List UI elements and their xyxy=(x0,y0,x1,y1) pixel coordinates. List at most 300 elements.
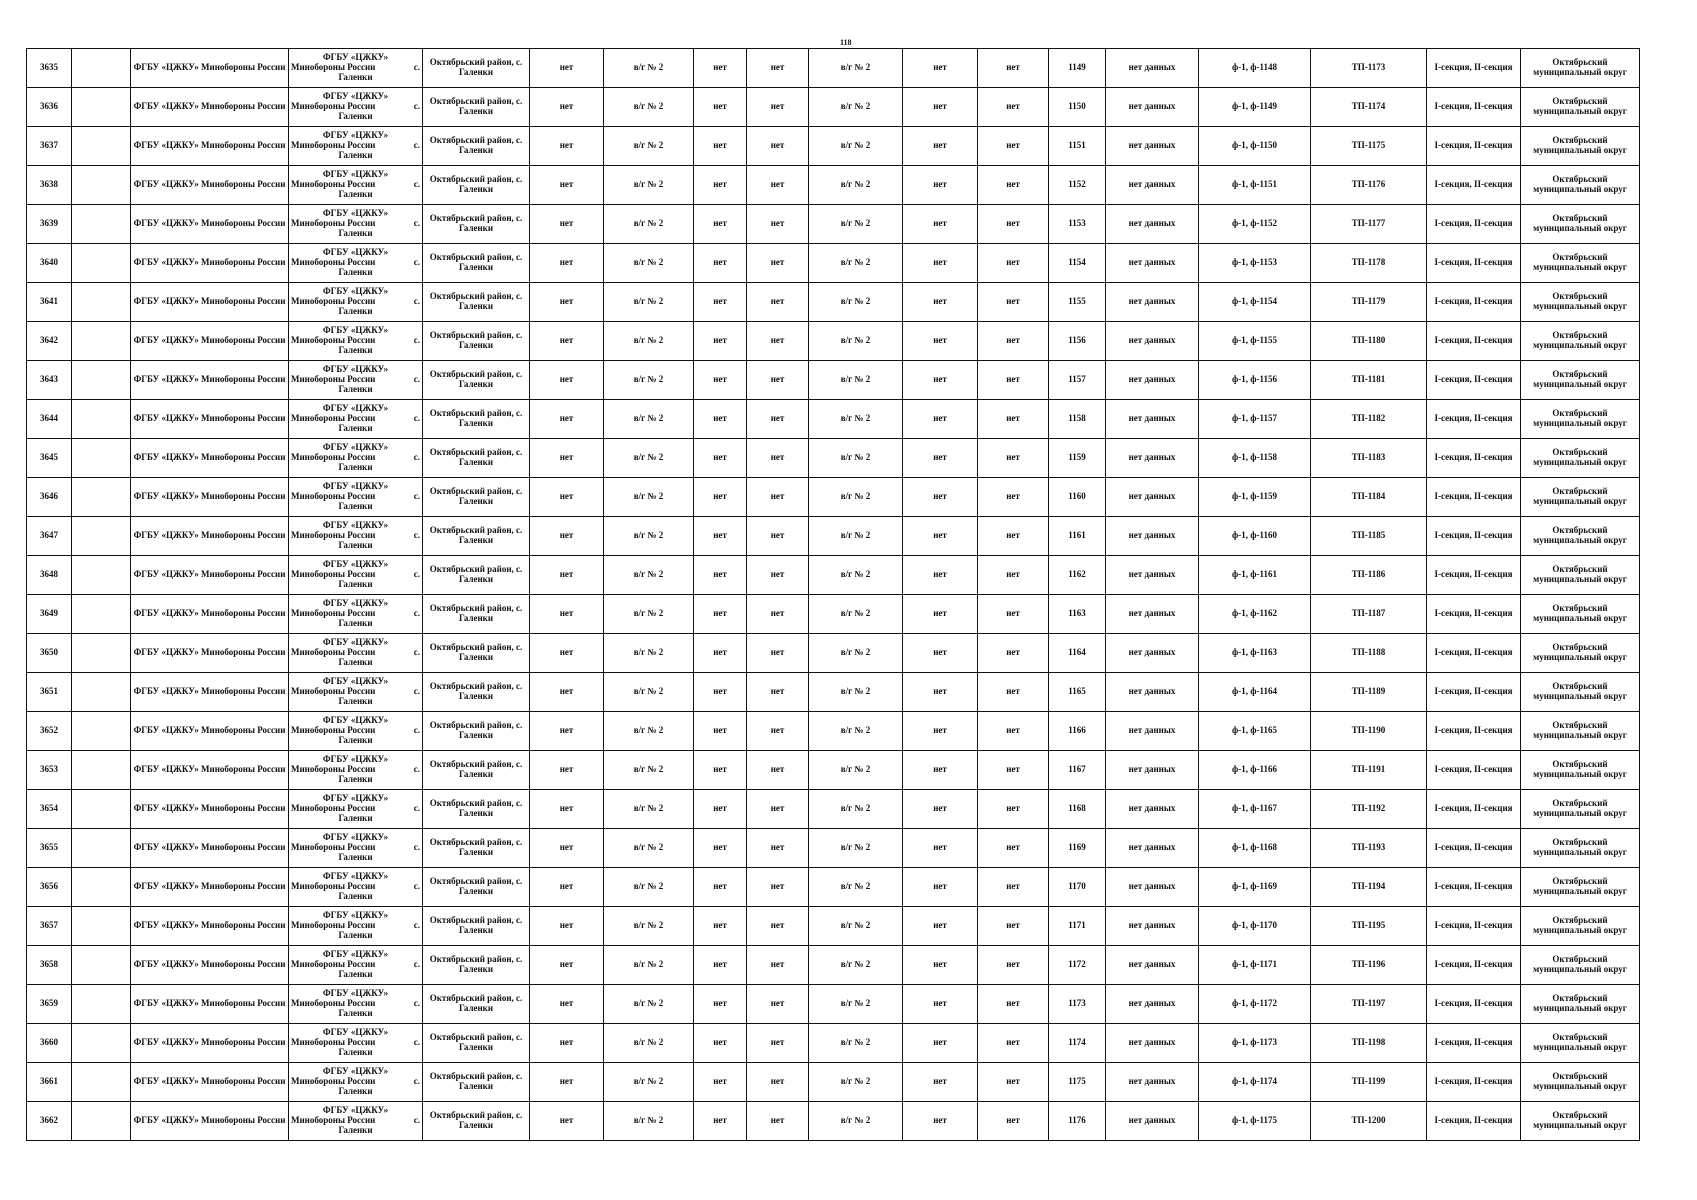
owner-cell xyxy=(289,478,423,517)
location-cell: Октябрьский район, с. Галенки xyxy=(423,595,530,634)
owner-ministry-line: Минобороны России xyxy=(291,1076,376,1087)
substation-cell: ТП-1174 xyxy=(1311,88,1427,127)
row-number-cell: 3660 xyxy=(27,1024,72,1063)
substation-cell: ТП-1181 xyxy=(1311,361,1427,400)
registry-code-cell xyxy=(72,205,131,244)
owner-ministry-line: Минобороны России xyxy=(291,686,376,697)
object-number-cell: 1154 xyxy=(1049,244,1106,283)
data-status-cell: нет данных xyxy=(1106,985,1199,1024)
sections-cell: I-секция, II-секция xyxy=(1427,751,1521,790)
status-cell-3: нет xyxy=(747,556,809,595)
municipal-district-cell: Октябрьский муниципальный округ xyxy=(1521,517,1640,556)
data-status-cell: нет данных xyxy=(1106,868,1199,907)
owner-village-line: Галенки xyxy=(338,305,373,316)
object-number-cell: 1175 xyxy=(1049,1063,1106,1102)
organization-cell: ФГБУ «ЦЖКУ» Минобороны России xyxy=(131,205,289,244)
feeder-cell: ф-1, ф-1164 xyxy=(1199,673,1311,712)
table-row xyxy=(27,166,1640,205)
owner-village-prefix: с. xyxy=(413,1037,420,1048)
object-number-cell: 1174 xyxy=(1049,1024,1106,1063)
status-cell-5: нет xyxy=(978,88,1049,127)
owner-village-prefix: с. xyxy=(413,530,420,541)
status-cell-3: нет xyxy=(747,127,809,166)
row-number-cell: 3636 xyxy=(27,88,72,127)
status-cell-4: нет xyxy=(903,985,978,1024)
status-cell-3: нет xyxy=(747,673,809,712)
registry-code-cell xyxy=(72,88,131,127)
status-cell-4: нет xyxy=(903,712,978,751)
owner-ministry-line: Минобороны России xyxy=(291,725,376,736)
owner-cell xyxy=(289,517,423,556)
table-row xyxy=(27,868,1640,907)
row-number-cell: 3651 xyxy=(27,673,72,712)
status-cell-2: нет xyxy=(694,946,747,985)
registry-code-cell xyxy=(72,361,131,400)
status-cell-5: нет xyxy=(978,673,1049,712)
owner-name-line: ФГБУ «ЦЖКУ» xyxy=(322,91,389,102)
status-cell-3: нет xyxy=(747,1024,809,1063)
status-cell-3: нет xyxy=(747,49,809,88)
municipal-district-cell: Октябрьский муниципальный округ xyxy=(1521,127,1640,166)
location-cell: Октябрьский район, с. Галенки xyxy=(423,556,530,595)
status-cell-2: нет xyxy=(694,478,747,517)
table-row xyxy=(27,556,1640,595)
owner-name-line: ФГБУ «ЦЖКУ» xyxy=(322,169,389,180)
data-status-cell: нет данных xyxy=(1106,439,1199,478)
owner-name-line: ФГБУ «ЦЖКУ» xyxy=(322,325,389,336)
sections-cell: I-секция, II-секция xyxy=(1427,283,1521,322)
status-cell-4: нет xyxy=(903,1063,978,1102)
military-town-cell-2: в/г № 2 xyxy=(809,205,903,244)
military-town-cell-1: в/г № 2 xyxy=(604,49,694,88)
registry-code-cell xyxy=(72,439,131,478)
data-status-cell: нет данных xyxy=(1106,946,1199,985)
table-row xyxy=(27,361,1640,400)
military-town-cell-1: в/г № 2 xyxy=(604,829,694,868)
table-row xyxy=(27,712,1640,751)
organization-cell: ФГБУ «ЦЖКУ» Минобороны России xyxy=(131,127,289,166)
sections-cell: I-секция, II-секция xyxy=(1427,517,1521,556)
sections-cell: I-секция, II-секция xyxy=(1427,634,1521,673)
owner-village-prefix: с. xyxy=(413,101,420,112)
status-cell-5: нет xyxy=(978,244,1049,283)
status-cell-2: нет xyxy=(694,829,747,868)
row-number-cell: 3654 xyxy=(27,790,72,829)
municipal-district-cell: Октябрьский муниципальный округ xyxy=(1521,751,1640,790)
location-cell: Октябрьский район, с. Галенки xyxy=(423,322,530,361)
feeder-cell: ф-1, ф-1172 xyxy=(1199,985,1311,1024)
sections-cell: I-секция, II-секция xyxy=(1427,829,1521,868)
owner-village-prefix: с. xyxy=(413,140,420,151)
organization-cell: ФГБУ «ЦЖКУ» Минобороны России xyxy=(131,1063,289,1102)
sections-cell: I-секция, II-секция xyxy=(1427,88,1521,127)
military-town-cell-2: в/г № 2 xyxy=(809,829,903,868)
data-status-cell: нет данных xyxy=(1106,1102,1199,1141)
owner-ministry-line: Минобороны России xyxy=(291,335,376,346)
feeder-cell: ф-1, ф-1173 xyxy=(1199,1024,1311,1063)
status-cell-1: нет xyxy=(530,556,604,595)
table-row xyxy=(27,751,1640,790)
owner-cell xyxy=(289,907,423,946)
status-cell-2: нет xyxy=(694,166,747,205)
owner-village-prefix: с. xyxy=(413,920,420,931)
organization-cell: ФГБУ «ЦЖКУ» Минобороны России xyxy=(131,283,289,322)
row-number-cell: 3657 xyxy=(27,907,72,946)
registry-code-cell xyxy=(72,1024,131,1063)
organization-cell: ФГБУ «ЦЖКУ» Минобороны России xyxy=(131,517,289,556)
data-status-cell: нет данных xyxy=(1106,49,1199,88)
status-cell-2: нет xyxy=(694,322,747,361)
status-cell-2: нет xyxy=(694,1063,747,1102)
military-town-cell-2: в/г № 2 xyxy=(809,400,903,439)
object-number-cell: 1163 xyxy=(1049,595,1106,634)
status-cell-3: нет xyxy=(747,517,809,556)
data-status-cell: нет данных xyxy=(1106,556,1199,595)
status-cell-2: нет xyxy=(694,244,747,283)
location-cell: Октябрьский район, с. Галенки xyxy=(423,673,530,712)
table-row xyxy=(27,400,1640,439)
substation-cell: ТП-1191 xyxy=(1311,751,1427,790)
object-number-cell: 1164 xyxy=(1049,634,1106,673)
owner-name-line: ФГБУ «ЦЖКУ» xyxy=(322,832,389,843)
status-cell-1: нет xyxy=(530,439,604,478)
military-town-cell-2: в/г № 2 xyxy=(809,49,903,88)
status-cell-4: нет xyxy=(903,361,978,400)
military-town-cell-1: в/г № 2 xyxy=(604,1024,694,1063)
owner-village-prefix: с. xyxy=(413,1115,420,1126)
data-status-cell: нет данных xyxy=(1106,322,1199,361)
location-cell: Октябрьский район, с. Галенки xyxy=(423,1102,530,1141)
status-cell-2: нет xyxy=(694,751,747,790)
table-row xyxy=(27,1102,1640,1141)
owner-name-line: ФГБУ «ЦЖКУ» xyxy=(322,481,389,492)
location-cell: Октябрьский район, с. Галенки xyxy=(423,283,530,322)
owner-village-line: Галенки xyxy=(338,968,373,979)
row-number-cell: 3662 xyxy=(27,1102,72,1141)
substation-cell: ТП-1187 xyxy=(1311,595,1427,634)
owner-cell xyxy=(289,595,423,634)
owner-village-line: Галенки xyxy=(338,734,373,745)
owner-name-line: ФГБУ «ЦЖКУ» xyxy=(322,988,389,999)
owner-ministry-line: Минобороны России xyxy=(291,257,376,268)
sections-cell: I-секция, II-секция xyxy=(1427,1063,1521,1102)
substation-cell: ТП-1184 xyxy=(1311,478,1427,517)
owner-village-line: Галенки xyxy=(338,383,373,394)
owner-village-line: Галенки xyxy=(338,539,373,550)
organization-cell: ФГБУ «ЦЖКУ» Минобороны России xyxy=(131,166,289,205)
municipal-district-cell: Октябрьский муниципальный округ xyxy=(1521,634,1640,673)
military-town-cell-1: в/г № 2 xyxy=(604,205,694,244)
registry-code-cell xyxy=(72,790,131,829)
military-town-cell-1: в/г № 2 xyxy=(604,712,694,751)
municipal-district-cell: Октябрьский муниципальный округ xyxy=(1521,712,1640,751)
owner-village-line: Галенки xyxy=(338,110,373,121)
feeder-cell: ф-1, ф-1157 xyxy=(1199,400,1311,439)
status-cell-3: нет xyxy=(747,1063,809,1102)
military-town-cell-2: в/г № 2 xyxy=(809,322,903,361)
data-status-cell: нет данных xyxy=(1106,517,1199,556)
military-town-cell-2: в/г № 2 xyxy=(809,478,903,517)
military-town-cell-1: в/г № 2 xyxy=(604,595,694,634)
sections-cell: I-секция, II-секция xyxy=(1427,907,1521,946)
registry-code-cell xyxy=(72,127,131,166)
status-cell-1: нет xyxy=(530,49,604,88)
owner-ministry-line: Минобороны России xyxy=(291,764,376,775)
registry-code-cell xyxy=(72,166,131,205)
substation-cell: ТП-1178 xyxy=(1311,244,1427,283)
owner-village-prefix: с. xyxy=(413,62,420,73)
registry-code-cell xyxy=(72,985,131,1024)
status-cell-5: нет xyxy=(978,478,1049,517)
data-status-cell: нет данных xyxy=(1106,400,1199,439)
status-cell-1: нет xyxy=(530,946,604,985)
object-number-cell: 1171 xyxy=(1049,907,1106,946)
owner-village-prefix: с. xyxy=(413,725,420,736)
status-cell-4: нет xyxy=(903,790,978,829)
table-row xyxy=(27,1024,1640,1063)
status-cell-3: нет xyxy=(747,790,809,829)
table-row xyxy=(27,517,1640,556)
owner-cell xyxy=(289,1102,423,1141)
organization-cell: ФГБУ «ЦЖКУ» Минобороны России xyxy=(131,907,289,946)
military-town-cell-1: в/г № 2 xyxy=(604,166,694,205)
status-cell-1: нет xyxy=(530,907,604,946)
status-cell-3: нет xyxy=(747,361,809,400)
status-cell-2: нет xyxy=(694,205,747,244)
data-status-cell: нет данных xyxy=(1106,166,1199,205)
military-town-cell-1: в/г № 2 xyxy=(604,88,694,127)
registry-code-cell xyxy=(72,595,131,634)
status-cell-1: нет xyxy=(530,478,604,517)
municipal-district-cell: Октябрьский муниципальный округ xyxy=(1521,946,1640,985)
status-cell-1: нет xyxy=(530,205,604,244)
status-cell-5: нет xyxy=(978,49,1049,88)
military-town-cell-1: в/г № 2 xyxy=(604,751,694,790)
table-row xyxy=(27,205,1640,244)
row-number-cell: 3648 xyxy=(27,556,72,595)
row-number-cell: 3643 xyxy=(27,361,72,400)
sections-cell: I-секция, II-секция xyxy=(1427,673,1521,712)
registry-table xyxy=(26,48,1640,1141)
municipal-district-cell: Октябрьский муниципальный округ xyxy=(1521,88,1640,127)
status-cell-2: нет xyxy=(694,49,747,88)
organization-cell: ФГБУ «ЦЖКУ» Минобороны России xyxy=(131,478,289,517)
owner-village-line: Галенки xyxy=(338,851,373,862)
status-cell-2: нет xyxy=(694,439,747,478)
feeder-cell: ф-1, ф-1166 xyxy=(1199,751,1311,790)
owner-ministry-line: Минобороны России xyxy=(291,803,376,814)
owner-name-line: ФГБУ «ЦЖКУ» xyxy=(322,247,389,258)
sections-cell: I-секция, II-секция xyxy=(1427,439,1521,478)
object-number-cell: 1167 xyxy=(1049,751,1106,790)
sections-cell: I-секция, II-секция xyxy=(1427,556,1521,595)
feeder-cell: ф-1, ф-1149 xyxy=(1199,88,1311,127)
military-town-cell-2: в/г № 2 xyxy=(809,712,903,751)
object-number-cell: 1166 xyxy=(1049,712,1106,751)
object-number-cell: 1158 xyxy=(1049,400,1106,439)
substation-cell: ТП-1180 xyxy=(1311,322,1427,361)
owner-cell xyxy=(289,283,423,322)
military-town-cell-2: в/г № 2 xyxy=(809,88,903,127)
military-town-cell-2: в/г № 2 xyxy=(809,127,903,166)
status-cell-1: нет xyxy=(530,283,604,322)
object-number-cell: 1169 xyxy=(1049,829,1106,868)
registry-code-cell xyxy=(72,634,131,673)
owner-cell xyxy=(289,322,423,361)
owner-village-line: Галенки xyxy=(338,461,373,472)
substation-cell: ТП-1195 xyxy=(1311,907,1427,946)
object-number-cell: 1160 xyxy=(1049,478,1106,517)
feeder-cell: ф-1, ф-1162 xyxy=(1199,595,1311,634)
status-cell-4: нет xyxy=(903,205,978,244)
table-row xyxy=(27,595,1640,634)
status-cell-5: нет xyxy=(978,556,1049,595)
sections-cell: I-секция, II-секция xyxy=(1427,244,1521,283)
status-cell-3: нет xyxy=(747,478,809,517)
owner-village-prefix: с. xyxy=(413,179,420,190)
owner-name-line: ФГБУ «ЦЖКУ» xyxy=(322,715,389,726)
status-cell-2: нет xyxy=(694,556,747,595)
feeder-cell: ф-1, ф-1148 xyxy=(1199,49,1311,88)
feeder-cell: ф-1, ф-1155 xyxy=(1199,322,1311,361)
owner-village-line: Галенки xyxy=(338,617,373,628)
military-town-cell-2: в/г № 2 xyxy=(809,361,903,400)
row-number-cell: 3658 xyxy=(27,946,72,985)
status-cell-2: нет xyxy=(694,868,747,907)
row-number-cell: 3640 xyxy=(27,244,72,283)
owner-village-line: Галенки xyxy=(338,500,373,511)
substation-cell: ТП-1182 xyxy=(1311,400,1427,439)
feeder-cell: ф-1, ф-1165 xyxy=(1199,712,1311,751)
substation-cell: ТП-1199 xyxy=(1311,1063,1427,1102)
military-town-cell-1: в/г № 2 xyxy=(604,400,694,439)
row-number-cell: 3642 xyxy=(27,322,72,361)
sections-cell: I-секция, II-секция xyxy=(1427,712,1521,751)
owner-cell xyxy=(289,556,423,595)
location-cell: Октябрьский район, с. Галенки xyxy=(423,49,530,88)
feeder-cell: ф-1, ф-1175 xyxy=(1199,1102,1311,1141)
sections-cell: I-секция, II-секция xyxy=(1427,322,1521,361)
registry-code-cell xyxy=(72,868,131,907)
status-cell-3: нет xyxy=(747,1102,809,1141)
military-town-cell-2: в/г № 2 xyxy=(809,634,903,673)
status-cell-5: нет xyxy=(978,1063,1049,1102)
status-cell-2: нет xyxy=(694,634,747,673)
location-cell: Октябрьский район, с. Галенки xyxy=(423,1063,530,1102)
municipal-district-cell: Октябрьский муниципальный округ xyxy=(1521,283,1640,322)
owner-ministry-line: Минобороны России xyxy=(291,959,376,970)
military-town-cell-2: в/г № 2 xyxy=(809,1102,903,1141)
status-cell-1: нет xyxy=(530,244,604,283)
row-number-cell: 3641 xyxy=(27,283,72,322)
owner-name-line: ФГБУ «ЦЖКУ» xyxy=(322,1066,389,1077)
status-cell-4: нет xyxy=(903,439,978,478)
object-number-cell: 1172 xyxy=(1049,946,1106,985)
data-status-cell: нет данных xyxy=(1106,673,1199,712)
object-number-cell: 1161 xyxy=(1049,517,1106,556)
status-cell-3: нет xyxy=(747,322,809,361)
sections-cell: I-секция, II-секция xyxy=(1427,205,1521,244)
data-status-cell: нет данных xyxy=(1106,790,1199,829)
location-cell: Октябрьский район, с. Галенки xyxy=(423,127,530,166)
table-row xyxy=(27,907,1640,946)
owner-cell xyxy=(289,985,423,1024)
registry-code-cell xyxy=(72,478,131,517)
military-town-cell-2: в/г № 2 xyxy=(809,244,903,283)
status-cell-3: нет xyxy=(747,985,809,1024)
feeder-cell: ф-1, ф-1156 xyxy=(1199,361,1311,400)
row-number-cell: 3646 xyxy=(27,478,72,517)
status-cell-4: нет xyxy=(903,49,978,88)
owner-village-prefix: с. xyxy=(413,803,420,814)
owner-village-line: Галенки xyxy=(338,1085,373,1096)
municipal-district-cell: Октябрьский муниципальный округ xyxy=(1521,478,1640,517)
owner-ministry-line: Минобороны России xyxy=(291,842,376,853)
status-cell-5: нет xyxy=(978,1102,1049,1141)
owner-name-line: ФГБУ «ЦЖКУ» xyxy=(322,910,389,921)
registry-code-cell xyxy=(72,1102,131,1141)
feeder-cell: ф-1, ф-1151 xyxy=(1199,166,1311,205)
owner-name-line: ФГБУ «ЦЖКУ» xyxy=(322,676,389,687)
military-town-cell-1: в/г № 2 xyxy=(604,868,694,907)
owner-ministry-line: Минобороны России xyxy=(291,920,376,931)
owner-ministry-line: Минобороны России xyxy=(291,452,376,463)
owner-ministry-line: Минобороны России xyxy=(291,608,376,619)
data-status-cell: нет данных xyxy=(1106,829,1199,868)
owner-name-line: ФГБУ «ЦЖКУ» xyxy=(322,403,389,414)
military-town-cell-2: в/г № 2 xyxy=(809,283,903,322)
organization-cell: ФГБУ «ЦЖКУ» Минобороны России xyxy=(131,673,289,712)
military-town-cell-1: в/г № 2 xyxy=(604,244,694,283)
military-town-cell-2: в/г № 2 xyxy=(809,790,903,829)
sections-cell: I-секция, II-секция xyxy=(1427,1102,1521,1141)
substation-cell: ТП-1186 xyxy=(1311,556,1427,595)
owner-name-line: ФГБУ «ЦЖКУ» xyxy=(322,1105,389,1116)
military-town-cell-1: в/г № 2 xyxy=(604,127,694,166)
military-town-cell-2: в/г № 2 xyxy=(809,751,903,790)
owner-village-line: Галенки xyxy=(338,1124,373,1135)
owner-name-line: ФГБУ «ЦЖКУ» xyxy=(322,208,389,219)
object-number-cell: 1165 xyxy=(1049,673,1106,712)
status-cell-4: нет xyxy=(903,478,978,517)
status-cell-4: нет xyxy=(903,166,978,205)
status-cell-4: нет xyxy=(903,907,978,946)
registry-code-cell xyxy=(72,712,131,751)
location-cell: Октябрьский район, с. Галенки xyxy=(423,751,530,790)
table-row xyxy=(27,244,1640,283)
municipal-district-cell: Октябрьский муниципальный округ xyxy=(1521,1102,1640,1141)
status-cell-1: нет xyxy=(530,127,604,166)
owner-ministry-line: Минобороны России xyxy=(291,647,376,658)
municipal-district-cell: Октябрьский муниципальный округ xyxy=(1521,868,1640,907)
status-cell-2: нет xyxy=(694,283,747,322)
military-town-cell-2: в/г № 2 xyxy=(809,868,903,907)
location-cell: Октябрьский район, с. Галенки xyxy=(423,166,530,205)
substation-cell: ТП-1200 xyxy=(1311,1102,1427,1141)
location-cell: Октябрьский район, с. Галенки xyxy=(423,985,530,1024)
owner-ministry-line: Минобороны России xyxy=(291,1115,376,1126)
owner-village-prefix: с. xyxy=(413,842,420,853)
owner-village-prefix: с. xyxy=(413,218,420,229)
owner-cell xyxy=(289,751,423,790)
owner-name-line: ФГБУ «ЦЖКУ» xyxy=(322,754,389,765)
status-cell-4: нет xyxy=(903,1024,978,1063)
sections-cell: I-секция, II-секция xyxy=(1427,946,1521,985)
status-cell-5: нет xyxy=(978,985,1049,1024)
status-cell-4: нет xyxy=(903,556,978,595)
organization-cell: ФГБУ «ЦЖКУ» Минобороны России xyxy=(131,829,289,868)
owner-village-prefix: с. xyxy=(413,998,420,1009)
